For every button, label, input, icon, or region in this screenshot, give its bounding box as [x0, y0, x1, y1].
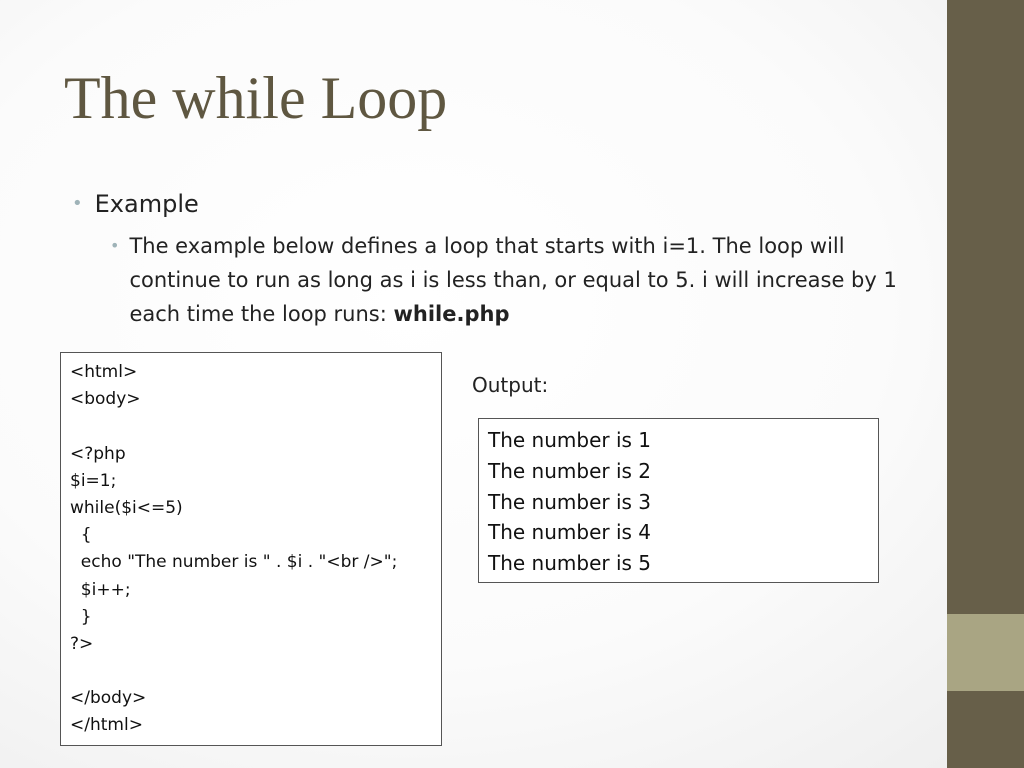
- output-line: The number is 1: [488, 428, 652, 452]
- output-line: The number is 5: [488, 551, 652, 576]
- output-box: [478, 418, 879, 583]
- code-line: <body>: [70, 389, 141, 410]
- slide-title: The while Loop: [64, 65, 448, 131]
- code-line: ?>: [70, 633, 94, 654]
- bullet-level-1: [72, 186, 199, 222]
- code-box: [60, 352, 442, 746]
- code-line: echo "The number is " . $i . "<br />";: [70, 552, 398, 573]
- output-line: The number is 2: [488, 458, 652, 483]
- bullet-level-2-text: [129, 229, 900, 331]
- bullet-dot-icon: •: [72, 193, 83, 214]
- code-line: [70, 413, 432, 440]
- code-line: </html>: [70, 715, 143, 736]
- bullet-level-1-text: Example: [94, 190, 199, 218]
- code-line: <html>: [70, 362, 138, 382]
- code-line: $i++;: [70, 579, 131, 600]
- bullet-description: The example below defines a loop that starts with i=1. The loop will continue to run as long as i is less than, or equal to 5. i will increase by 1 each time the loop runs:: [129, 234, 897, 326]
- code-line: <?php: [70, 443, 126, 464]
- sidebar-accent-block: [947, 614, 1024, 691]
- code-line: [70, 658, 432, 685]
- bullet-level-2: [110, 229, 900, 331]
- output-label: Output:: [472, 373, 549, 397]
- output-line: The number is 4: [488, 520, 652, 545]
- code-line: }: [70, 606, 92, 627]
- code-line: {: [70, 525, 92, 546]
- code-line: $i=1;: [70, 470, 117, 491]
- filename-bold: while.php: [393, 302, 510, 326]
- sidebar-band: [947, 0, 1024, 768]
- code-line: </body>: [70, 688, 147, 709]
- code-line: while($i<=5): [70, 497, 183, 518]
- bullet-dot-icon: •: [110, 236, 120, 255]
- output-line: The number is 3: [488, 489, 652, 514]
